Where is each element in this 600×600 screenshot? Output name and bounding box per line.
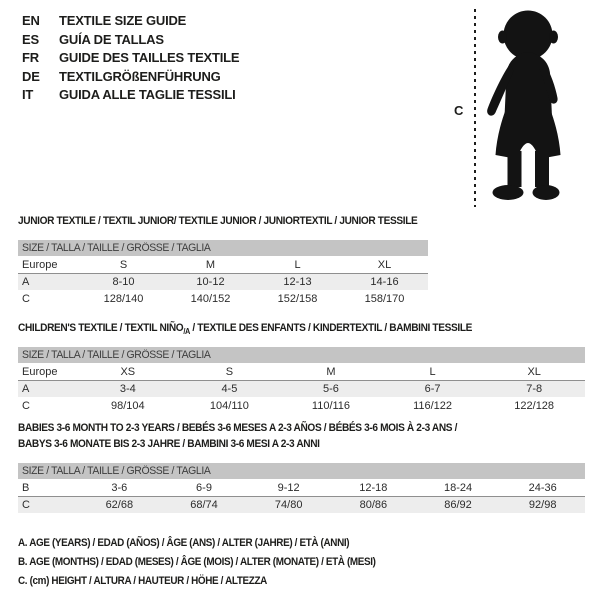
lang-row-it	[22, 86, 239, 105]
lang-row-es	[22, 31, 239, 50]
height-cell: 68/74	[190, 499, 218, 511]
legend-line-b: B. AGE (MONTHS) / EDAD (MESES) / ÂGE (MOIS) / ALTER (MONATE) / ETÀ (MESI)	[18, 556, 376, 568]
age-cell: 4-5	[221, 383, 238, 395]
lang-label: GUIDA ALLE TAGLIE TESSILI	[59, 87, 236, 102]
age-cell: 8-10	[112, 276, 135, 288]
age-cell: 6-7	[424, 383, 441, 395]
junior-table-title-text: JUNIOR TEXTILE / TEXTIL JUNIOR/ TEXTILE JUNIOR / JUNIORTEXTIL / JUNIOR TESSILE	[18, 215, 418, 227]
size-cell: XL	[377, 258, 392, 271]
baby-silhouette-icon	[482, 9, 572, 204]
table-row-europe	[18, 363, 585, 381]
lang-code: IT	[22, 87, 34, 102]
lang-code: ES	[22, 31, 39, 47]
height-cell: 92/98	[528, 499, 557, 511]
legend-line-c: C. (cm) HEIGHT / ALTURA / HAUTEUR / HÖHE / ALTEZZA	[18, 575, 267, 587]
title-suffix: / TEXTILE DES ENFANTS / KINDERTEXTIL / BAMBINI TESSILE	[189, 322, 473, 334]
height-measure-dotted-line	[474, 9, 476, 207]
title-subscript: /A	[183, 327, 190, 337]
lang-label: GUÍA DE TALLAS	[59, 31, 164, 47]
row-label: A	[22, 383, 30, 395]
row-label: C	[22, 499, 30, 511]
age-cell: 10-12	[196, 276, 225, 288]
language-list	[22, 12, 239, 105]
months-cell: 18-24	[443, 481, 473, 494]
table-row-europe	[18, 256, 428, 274]
babies-size-table	[18, 463, 585, 513]
row-label: Europe	[22, 258, 58, 271]
table-row-height	[18, 290, 428, 307]
height-cell: 62/68	[105, 499, 134, 511]
children-size-table	[18, 347, 585, 414]
height-cell: 116/122	[413, 399, 453, 412]
age-cell: 7-8	[526, 383, 543, 395]
row-label: A	[22, 276, 30, 288]
height-cell: 74/80	[274, 499, 303, 511]
row-label: B	[22, 481, 30, 494]
size-header-bar	[18, 240, 428, 256]
size-cell: XL	[527, 365, 541, 378]
babies-table-title	[18, 421, 495, 452]
age-cell: 5-6	[323, 383, 339, 395]
table-row-height	[18, 397, 585, 414]
baby-figure	[440, 0, 600, 215]
babies-table-title-line1: BABIES 3-6 MONTH TO 2-3 YEARS / BEBÉS 3-6 MESES A 2-3 AÑOS / BÉBÉS 3-6 MOIS À 2-3 ANS /	[18, 422, 458, 434]
size-cell: M	[326, 365, 336, 378]
size-cell: M	[205, 258, 216, 271]
height-cell: 86/92	[444, 499, 472, 511]
height-cell: 140/152	[190, 292, 231, 305]
size-cell: L	[294, 258, 301, 271]
size-cell: S	[225, 365, 234, 378]
lang-row-fr	[22, 49, 239, 68]
legend	[18, 534, 415, 591]
lang-label: TEXTILE SIZE GUIDE	[59, 13, 187, 28]
table-row-age	[18, 381, 585, 397]
height-cell: 80/86	[359, 499, 388, 511]
months-cell: 6-9	[196, 481, 212, 494]
height-cell: 158/170	[364, 292, 405, 305]
lang-row-en	[22, 12, 239, 31]
children-table-title-text	[18, 322, 472, 336]
size-header-bar	[18, 347, 585, 363]
months-cell: 24-36	[528, 481, 557, 494]
height-cell: 98/104	[110, 399, 145, 412]
height-measure-label: C	[454, 103, 464, 118]
size-header-bar	[18, 463, 585, 479]
legend-line-a: A. AGE (YEARS) / EDAD (AÑOS) / ÂGE (ANS) / ALTER (JAHRE) / ETÀ (ANNI)	[18, 537, 350, 549]
size-header-text: SIZE / TALLA / TAILLE / GRÖSSE / TAGLIA	[22, 465, 211, 477]
row-label: Europe	[22, 365, 58, 378]
lang-row-de	[22, 68, 239, 87]
height-cell: 104/110	[209, 399, 249, 412]
junior-size-table	[18, 240, 428, 307]
months-cell: 12-18	[359, 481, 388, 494]
months-cell: 9-12	[277, 481, 300, 494]
babies-table-title-line2: BABYS 3-6 MONATE BIS 2-3 JAHRE / BAMBINI 3-6 MESI A 2-3 ANNI	[18, 437, 320, 450]
size-header-text: SIZE / TALLA / TAILLE / GRÖSSE / TAGLIA	[22, 242, 211, 254]
junior-table-title	[18, 215, 452, 227]
size-cell: XS	[120, 365, 136, 378]
size-header-text: SIZE / TALLA / TAILLE / GRÖSSE / TAGLIA	[22, 349, 211, 361]
lang-label: GUIDE DES TAILLES TEXTILE	[59, 50, 240, 65]
months-cell: 3-6	[111, 481, 128, 494]
size-cell: L	[429, 365, 436, 378]
lang-code: EN	[22, 13, 40, 28]
lang-code: DE	[22, 68, 40, 84]
row-label: C	[22, 399, 30, 412]
row-label: C	[22, 292, 30, 305]
children-table-title	[18, 322, 512, 336]
height-cell: 152/158	[277, 292, 318, 305]
height-cell: 122/128	[514, 399, 555, 412]
size-cell: S	[119, 258, 128, 271]
age-cell: 3-4	[119, 383, 136, 395]
lang-label: TEXTILGRÖßENFÜHRUNG	[59, 68, 221, 84]
table-row-age	[18, 274, 428, 290]
height-cell: 110/116	[311, 399, 351, 412]
lang-code: FR	[22, 50, 39, 65]
age-cell: 12-13	[283, 276, 312, 288]
title-prefix: CHILDREN'S TEXTILE / TEXTIL NIÑO	[18, 322, 184, 334]
height-cell: 128/140	[103, 292, 144, 305]
table-row-height	[18, 497, 585, 513]
table-row-months	[18, 479, 585, 497]
age-cell: 14-16	[370, 276, 399, 288]
